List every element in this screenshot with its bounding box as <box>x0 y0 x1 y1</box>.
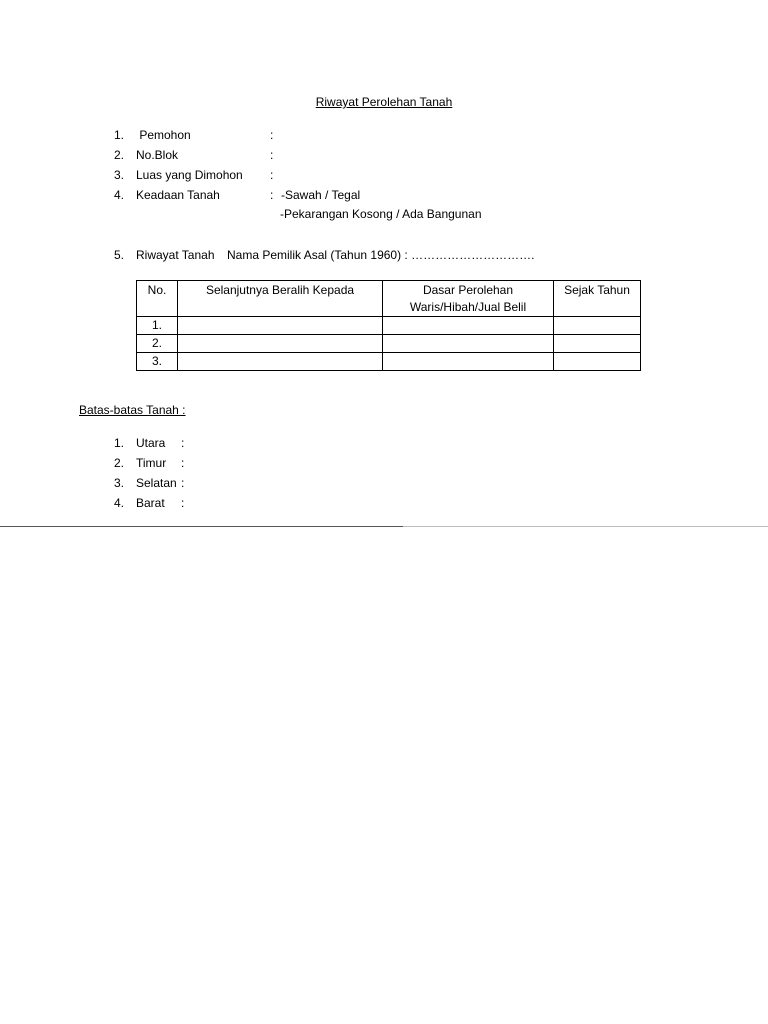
item-number: 4. <box>114 188 125 202</box>
list-item-keadaan <box>114 186 534 204</box>
item-number: 4. <box>114 496 125 510</box>
item-label: Luas yang Dimohon <box>136 168 243 182</box>
header-beralih-kepada: Selanjutnya Beralih Kepada <box>178 281 383 317</box>
batas-colon: : <box>181 476 185 490</box>
page-title: Riwayat Perolehan Tanah <box>315 95 453 109</box>
row-number: 1. <box>137 317 178 335</box>
table-row <box>137 335 641 353</box>
list-item-riwayat <box>114 246 574 264</box>
batas-item-utara <box>114 434 314 452</box>
list-item-luas <box>114 166 514 184</box>
keadaan-option-2: -Pekarangan Kosong / Ada Bangunan <box>280 207 482 221</box>
item-number: 3. <box>114 476 125 490</box>
header-dasar-perolehan <box>383 281 554 317</box>
table-row <box>137 353 641 371</box>
cell-dasar <box>383 335 554 353</box>
item-number: 2. <box>114 456 125 470</box>
table-header-row <box>137 281 641 317</box>
cell-tahun <box>554 353 641 371</box>
row-number: 2. <box>137 335 178 353</box>
row-number: 3. <box>137 353 178 371</box>
batas-colon: : <box>181 436 185 450</box>
cell-tahun <box>554 317 641 335</box>
header-dasar-line1: Dasar Perolehan <box>422 283 514 297</box>
batas-item-barat <box>114 494 314 512</box>
list-item-pemohon <box>114 126 514 144</box>
ownership-history-table <box>136 280 641 371</box>
cell-tahun <box>554 335 641 353</box>
cell-beralih <box>178 353 383 371</box>
batas-colon: : <box>181 496 185 510</box>
item-number: 1. <box>114 436 125 450</box>
cell-dasar <box>383 317 554 335</box>
cell-beralih <box>178 335 383 353</box>
batas-item-timur <box>114 454 314 472</box>
item-number: 1. <box>114 128 125 142</box>
item-label: Keadaan Tanah <box>136 188 220 202</box>
batas-item-selatan <box>114 474 314 492</box>
header-sejak-tahun: Sejak Tahun <box>554 281 641 317</box>
item-colon: : <box>270 188 274 202</box>
item-colon: : <box>270 128 274 142</box>
item-label: Pemohon <box>136 128 191 142</box>
page-divider <box>0 526 403 527</box>
batas-heading: Batas-batas Tanah : <box>79 403 186 417</box>
riwayat-label: Riwayat Tanah <box>136 248 215 262</box>
keadaan-option-1: -Sawah / Tegal <box>281 188 361 202</box>
cell-beralih <box>178 317 383 335</box>
riwayat-owner-field: Nama Pemilik Asal (Tahun 1960) : …………………………. <box>227 248 535 262</box>
list-item-no-blok <box>114 146 514 164</box>
item-label: No.Blok <box>136 148 179 162</box>
page-divider-faint <box>403 526 768 527</box>
item-colon: : <box>270 168 274 182</box>
item-number: 2. <box>114 148 125 162</box>
item-number: 3. <box>114 168 125 182</box>
batas-label: Barat <box>136 496 165 510</box>
header-no: No. <box>137 281 178 317</box>
batas-label: Timur <box>136 456 167 470</box>
cell-dasar <box>383 353 554 371</box>
item-number: 5. <box>114 248 125 262</box>
header-dasar-line2: Waris/Hibah/Jual Belil <box>409 300 527 314</box>
batas-colon: : <box>181 456 185 470</box>
item-colon: : <box>270 148 274 162</box>
batas-label: Utara <box>136 436 166 450</box>
table-row <box>137 317 641 335</box>
batas-label: Selatan <box>136 476 177 490</box>
